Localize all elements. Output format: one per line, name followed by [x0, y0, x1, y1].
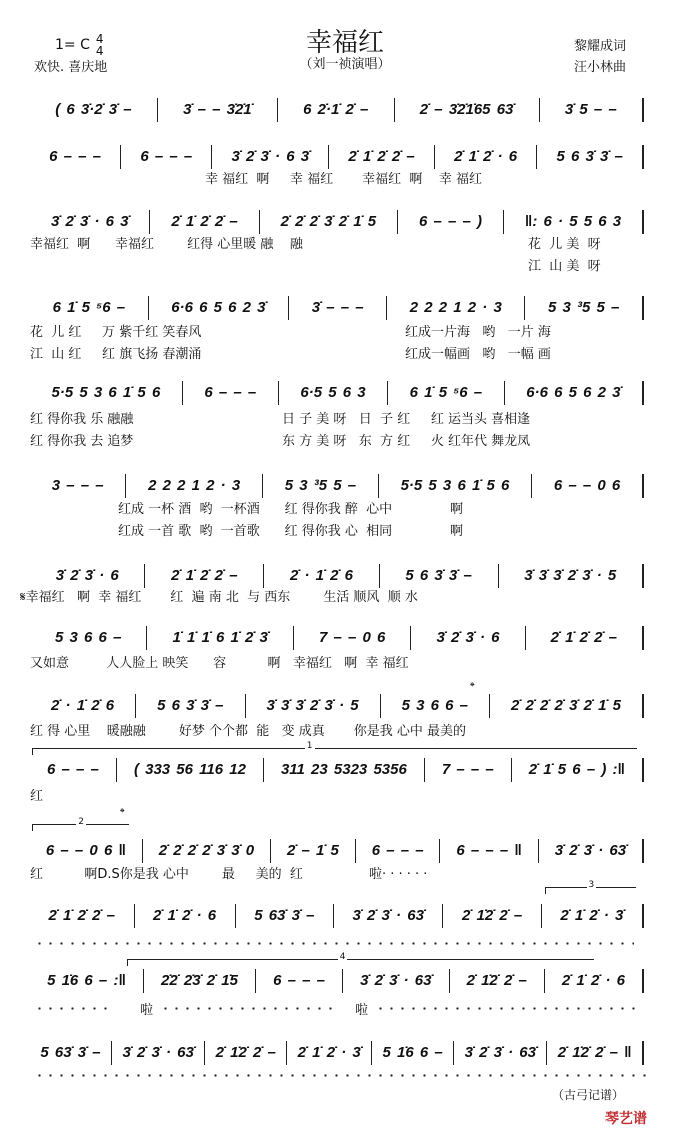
measure: 5 3 ³5 5 –	[525, 296, 644, 320]
measure: 3̇ 2̇ 3̇ · 6	[411, 626, 525, 650]
measure: 5 3 6 6 –	[30, 626, 147, 650]
measure: ( 6 3̇·2̇ 3̇ –	[30, 98, 158, 122]
lyricist: 黎耀成词	[574, 39, 627, 54]
measure: 2̇ 1̇2̇ 2̇ –	[450, 969, 545, 993]
measure: 6 – – –	[356, 839, 441, 863]
lyric-line: 红成一片海 哟 一片 海	[405, 325, 551, 340]
lyric-line: 江 山 红 红 旗飞扬 春潮涌	[30, 347, 202, 362]
score-system	[30, 839, 644, 863]
time-top: 4	[95, 32, 104, 46]
measure: 2̇ · 1̇ 2̇ 6	[30, 694, 136, 718]
lyric-line: 红	[30, 789, 44, 804]
measure: 3̇ 2̇ 3̇ · 63̇	[112, 1041, 205, 1065]
measure: 5·5 5 3 6 1̇ 5 6	[30, 381, 183, 405]
measure: 2̇ – 3̇2̇1̇65 63̇	[395, 98, 540, 122]
measure: 5 63̇ 3̇ –	[30, 1041, 112, 1065]
score-system	[30, 1041, 644, 1065]
lyric-line: 东 方 美 呀 东 方 红 火 红年代 舞龙凤	[282, 434, 531, 449]
lyric-line: 幸 福红 啊 幸 福红 幸福红 啊 幸 福红	[205, 172, 483, 187]
measure: 3̇ 2̇ 3̇ · 6	[30, 564, 145, 588]
measure: 3̇ – – 3̇2̇1̇	[158, 98, 278, 122]
measure: 3̇ 2̇ 3̇ · 63̇	[539, 839, 644, 863]
score-system	[30, 758, 644, 782]
score-system	[30, 98, 644, 122]
composer: 汪小林曲	[574, 60, 627, 75]
measure: 2 2 2 1 2 · 3	[387, 296, 525, 320]
measure: 2̇ 1̇ 2̇ · 3̇	[287, 1041, 372, 1065]
performer: （刘一祯演唱）	[299, 57, 391, 72]
measure: 2̇ 1̇ 2̇ · 6	[545, 969, 644, 993]
lyric-line: 又如意 人人脸上 映笑 容 啊 幸福红 啊 幸 福红	[30, 656, 409, 671]
measure: 2̇ 2̇ 2̇ 2̇ 3̇ 2̇ 1̇ 5	[490, 694, 644, 718]
score-system	[30, 626, 644, 650]
measure: 2̇ – 1̇ 5	[271, 839, 356, 863]
time-signature	[96, 33, 104, 57]
watermark-logo: 琴艺谱	[605, 1111, 647, 1127]
measure: 3̇ 3̇ 3̇ 2̇ 3̇ · 5	[246, 694, 381, 718]
measure: 2 2 2 1 2 · 3	[126, 474, 263, 498]
measure: 5 6 3̇ 3̇ –	[136, 694, 245, 718]
la-dots	[375, 1007, 635, 1010]
measure: 3̇ 2̇ 3̇ · 63̇	[454, 1041, 547, 1065]
measure: 6 – – –	[30, 145, 121, 169]
la-dots	[34, 942, 634, 945]
measure: 2̇ 1̇ 2̇ 2̇ –	[145, 564, 264, 588]
song-title: 幸福红	[305, 28, 384, 58]
key-signature	[55, 33, 104, 57]
measure: 2̇ 2̇ 2̇ 2̇ 3̇ 3̇ 0	[143, 839, 271, 863]
volta-label: 2	[78, 817, 84, 827]
measure: 2̇ 1̇ 2̇ · 6	[135, 904, 236, 928]
volta-1	[32, 741, 637, 755]
volta-label: 3	[588, 880, 595, 890]
lyric-line: 江 山 美 呀	[528, 259, 601, 274]
measure: 3 – – –	[30, 474, 126, 498]
measure: 6 – – – )	[398, 210, 504, 234]
la-dots	[160, 1007, 335, 1010]
lyric-line: 𝄋幸福红 啊 幸 福红 红 遍 南 北 与 西东 生活 顺风 顺 水	[20, 590, 418, 605]
measure: 6 – – 0 6 ‖	[30, 839, 143, 863]
measure: 6 1̇ 5 ⁵6 –	[30, 296, 149, 320]
lyric-line: 红 得你我 去 追梦	[30, 434, 134, 449]
score-system	[30, 210, 644, 234]
lyric-line: 花 儿 红 万 紫千红 笑春风	[30, 325, 202, 340]
volta-label: 1	[306, 741, 313, 751]
la-dots	[34, 1074, 646, 1077]
measure: 6 2̇·1̇ 2̇ –	[278, 98, 395, 122]
measure: ‖: 6 · 5 5 6 3	[504, 210, 644, 234]
measure: 2̇ 1̇ 2̇ · 6	[435, 145, 537, 169]
lyric-line: 花 儿 美 呀	[528, 237, 601, 252]
measure: 6 – – 0 6	[532, 474, 644, 498]
measure: 1̇ 1̇ 1̇ 6 1̇ 2̇ 3̇	[147, 626, 293, 650]
score-system	[30, 474, 644, 498]
measure: 5 1̇6 6 – :‖	[30, 969, 144, 993]
lyric-line: 红成一幅画 哟 一幅 画	[405, 347, 551, 362]
measure: ( 333 56 116 12	[117, 758, 264, 782]
measure: 7 – – –	[425, 758, 512, 782]
volta-3	[545, 880, 636, 894]
lyric-line: 啦	[355, 1003, 369, 1018]
coda-icon: 𝄌	[120, 806, 125, 821]
transcriber-credit: （古弓记谱）	[552, 1088, 625, 1102]
measure: 3̇ 5 – –	[540, 98, 644, 122]
score-system	[30, 904, 644, 928]
score-system	[30, 694, 644, 718]
la-dots	[34, 1007, 114, 1010]
lyric-line: 红 得 心里 暖融融 好梦 个个都 能 变 成真 你是我 心中 最美的	[30, 724, 466, 739]
volta-2	[32, 817, 129, 831]
time-bottom: 4	[95, 44, 104, 58]
measure: 3̇ 3̇ 3̇ 2̇ 3̇ · 5	[499, 564, 644, 588]
measure: 2̇ 1̇ 2̇ 2̇ –	[150, 210, 259, 234]
key: 1= C	[55, 37, 90, 53]
score-system	[30, 296, 644, 320]
measure: 6 – – –	[256, 969, 343, 993]
measure: 2̇ 1̇2̇ 2̇ – ‖	[547, 1041, 644, 1065]
measure: 2̇ 2̇ 2̇ 3̇ 2̇ 1̇ 5	[260, 210, 398, 234]
measure: 3̇ 2̇ 3̇ · 63̇	[334, 904, 444, 928]
measure: 5 63̇ 3̇ –	[236, 904, 334, 928]
measure: 5 6 3̇ 3̇ –	[380, 564, 499, 588]
score-system	[30, 145, 644, 169]
tempo-marking: 欢快. 喜庆地	[34, 60, 108, 75]
measure: 6 – – –	[30, 758, 117, 782]
lyric-line: 红 啊D.S你是我 心中 最 美的 红 啦· · · · · ·	[30, 867, 428, 882]
measure: 2̇ 1̇ 2̇ 2̇ –	[329, 145, 435, 169]
measure: 5 3 6 6 –	[381, 694, 490, 718]
score-system	[30, 969, 644, 993]
measure: 2̇ 1̇ 2̇ · 3̇	[542, 904, 644, 928]
lyric-line: 红成 一首 歌 哟 一首歌 红 得你我 心 相同 啊	[118, 524, 463, 539]
measure: 3̇ 2̇ 3̇ · 6 3̇	[212, 145, 329, 169]
score-system	[30, 564, 644, 588]
lyric-line: 幸福红 啊 幸福红 红得 心里暖 融 融	[30, 237, 303, 252]
measure: 2̇ 1̇ 2̇ 2̇ –	[526, 626, 644, 650]
measure: 7 – – 0 6	[294, 626, 411, 650]
measure: 6·5 5 6 3	[279, 381, 388, 405]
measure: 6 – – –	[183, 381, 279, 405]
measure: 6·6 6 5 6 2 3̇	[149, 296, 289, 320]
measure: 2̇ 1̇2̇ 2̇ –	[205, 1041, 287, 1065]
measure: 6 – – – ‖	[440, 839, 538, 863]
measure: 3̇ 2̇ 3̇ · 6 3̇	[30, 210, 150, 234]
measure: 6 1̇ 5 ⁵6 –	[388, 381, 505, 405]
measure: 2̇ · 1̇ 2̇ 6	[264, 564, 379, 588]
measure: 2̇ 1̇ 2̇ 2̇ –	[30, 904, 135, 928]
score-system	[30, 381, 644, 405]
volta-4	[127, 952, 594, 966]
measure: 311 23 5323 5356	[264, 758, 425, 782]
measure: 5 3 ³5 5 –	[263, 474, 379, 498]
measure: 6·6 6 5 6 2 3̇	[505, 381, 644, 405]
lyric-line: 啦	[140, 1003, 154, 1018]
volta-label: 4	[339, 952, 346, 962]
measure: 5 6 3̇ 3̇ –	[537, 145, 644, 169]
measure: 2̇ 1̇2̇ 2̇ –	[443, 904, 541, 928]
lyric-line: 红成 一杯 酒 哟 一杯酒 红 得你我 醉 心中 啊	[118, 502, 463, 517]
measure: 3̇ – – –	[289, 296, 387, 320]
lyric-line: 日 子 美 呀 日 子 红 红 运当头 喜相逢	[282, 412, 531, 427]
measure: 2̇2̇ 2̇3̇ 2̇ 1̇5	[144, 969, 256, 993]
measure: 2̇ 1̇ 5 6 – ) :‖	[512, 758, 644, 782]
measure: 5·5 5 3 6 1̇ 5 6	[379, 474, 532, 498]
coda-icon: 𝄌	[470, 680, 475, 695]
measure: 3̇ 2̇ 3̇ · 63̇	[343, 969, 450, 993]
measure: 6 – – –	[121, 145, 212, 169]
lyric-line: 红 得你我 乐 融融	[30, 412, 134, 427]
measure: 5 1̇6 6 –	[372, 1041, 454, 1065]
